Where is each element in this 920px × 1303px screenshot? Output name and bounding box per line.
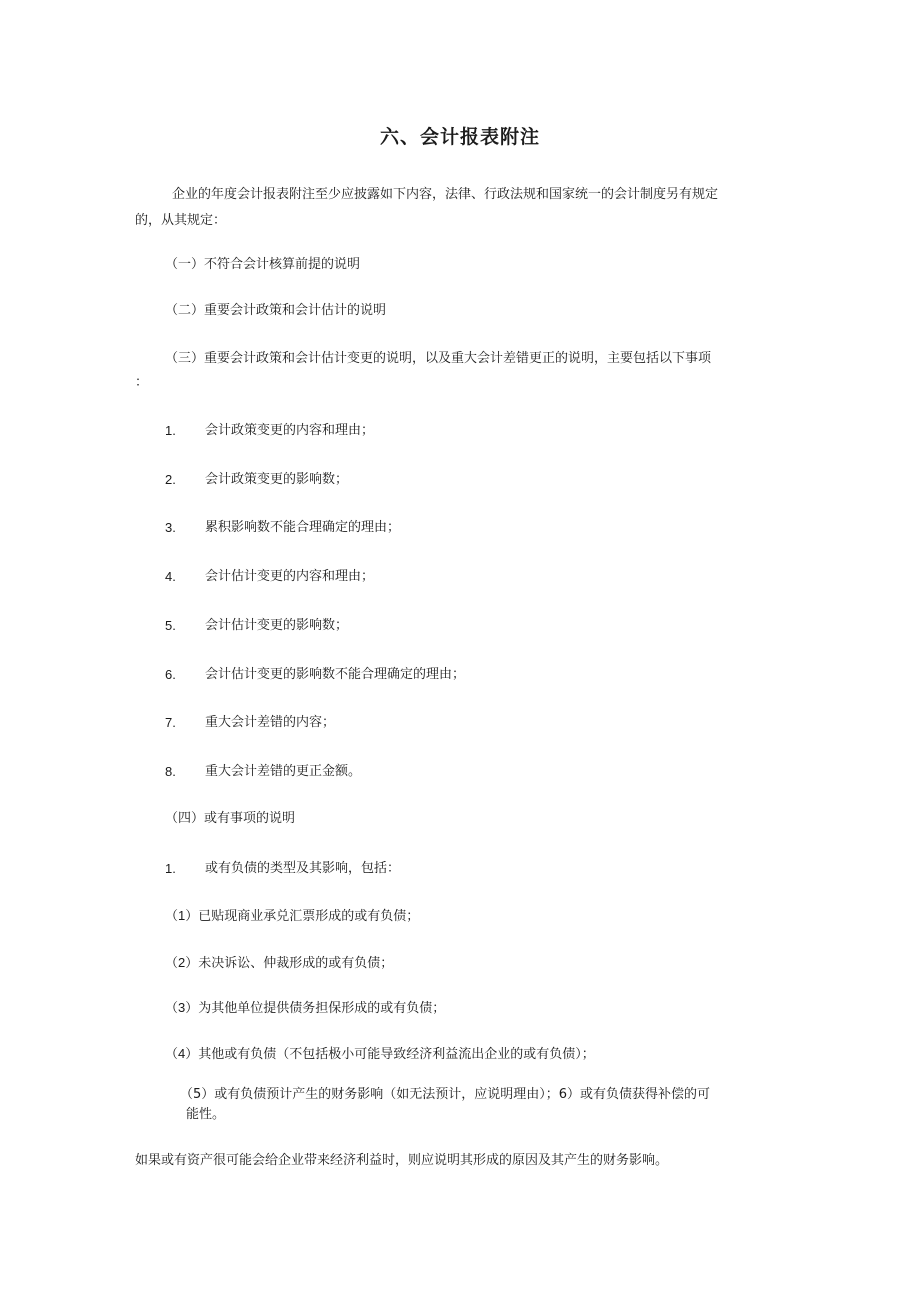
sub-item <box>165 953 393 974</box>
sub-item-number: （4） <box>165 1046 199 1061</box>
sub-item <box>165 1044 595 1065</box>
section-heading-1: （一）不符合会计核算前提的说明 <box>165 257 361 272</box>
list-item: 会计估计变更的影响数不能合理确定的理由； <box>205 667 466 682</box>
sub-item-text: 已贴现商业承兑汇票形成的或有负债； <box>198 909 420 924</box>
list-item: 重大会计差错的更正金额。 <box>205 764 362 779</box>
list-item-number: 7. <box>165 715 176 730</box>
intro-line-1: 企业的年度会计报表附注至少应披露如下内容，法律、行政法规和国家统一的会计制度另有规定 <box>172 187 719 202</box>
list-item: 会计政策变更的内容和理由； <box>205 423 375 438</box>
intro-line-2: 的，从其规定： <box>135 213 227 228</box>
list-item-number: 6. <box>165 667 176 682</box>
list-item: 会计政策变更的影响数； <box>205 472 349 487</box>
sub-item-5-line-2: 能性。 <box>186 1107 226 1122</box>
section-heading-3-line-1: （三）重要会计政策和会计估计变更的说明，以及重大会计差错更正的说明，主要包括以下事项 <box>165 351 712 366</box>
list-item-number: 4. <box>165 569 176 584</box>
list-item: 或有负债的类型及其影响，包括： <box>205 861 401 876</box>
page-title: 六、会计报表附注 <box>379 126 540 148</box>
section-heading-3-line-2: ： <box>135 375 149 390</box>
list-item: 会计估计变更的影响数； <box>205 618 349 633</box>
closing-paragraph: 如果或有资产很可能会给企业带来经济利益时，则应说明其形成的原因及其产生的财务影响。 <box>135 1153 669 1168</box>
sub-item <box>165 906 419 927</box>
section-heading-2: （二）重要会计政策和会计估计的说明 <box>165 303 387 318</box>
list-item: 重大会计差错的内容； <box>205 715 336 730</box>
sub-item-number: （3） <box>165 1000 199 1015</box>
list-item-number: 1. <box>165 861 176 876</box>
list-item-number: 2. <box>165 472 176 487</box>
list-item-number: 3. <box>165 520 176 535</box>
sub-item-text: 为其他单位提供债务担保形成的或有负债； <box>198 1001 446 1016</box>
sub-item-5-line-1: （5）或有负债预计产生的财务影响（如无法预计，应说明理由）；6）或有负债获得补偿的可 <box>180 1087 711 1102</box>
sub-item-text: 其他或有负债（不包括极小可能导致经济利益流出企业的或有负债）； <box>198 1047 595 1062</box>
list-item-number: 5. <box>165 618 176 633</box>
sub-item-number: （1） <box>165 908 199 923</box>
sub-item-text: 未决诉讼、仲裁形成的或有负债； <box>198 956 394 971</box>
sub-item <box>165 998 445 1019</box>
section-heading-4: （四）或有事项的说明 <box>165 811 296 826</box>
list-item-number: 8. <box>165 764 176 779</box>
list-item-number: 1. <box>165 423 176 438</box>
list-item: 会计估计变更的内容和理由； <box>205 569 375 584</box>
list-item: 累积影响数不能合理确定的理由； <box>205 520 401 535</box>
sub-item-number: （2） <box>165 955 199 970</box>
